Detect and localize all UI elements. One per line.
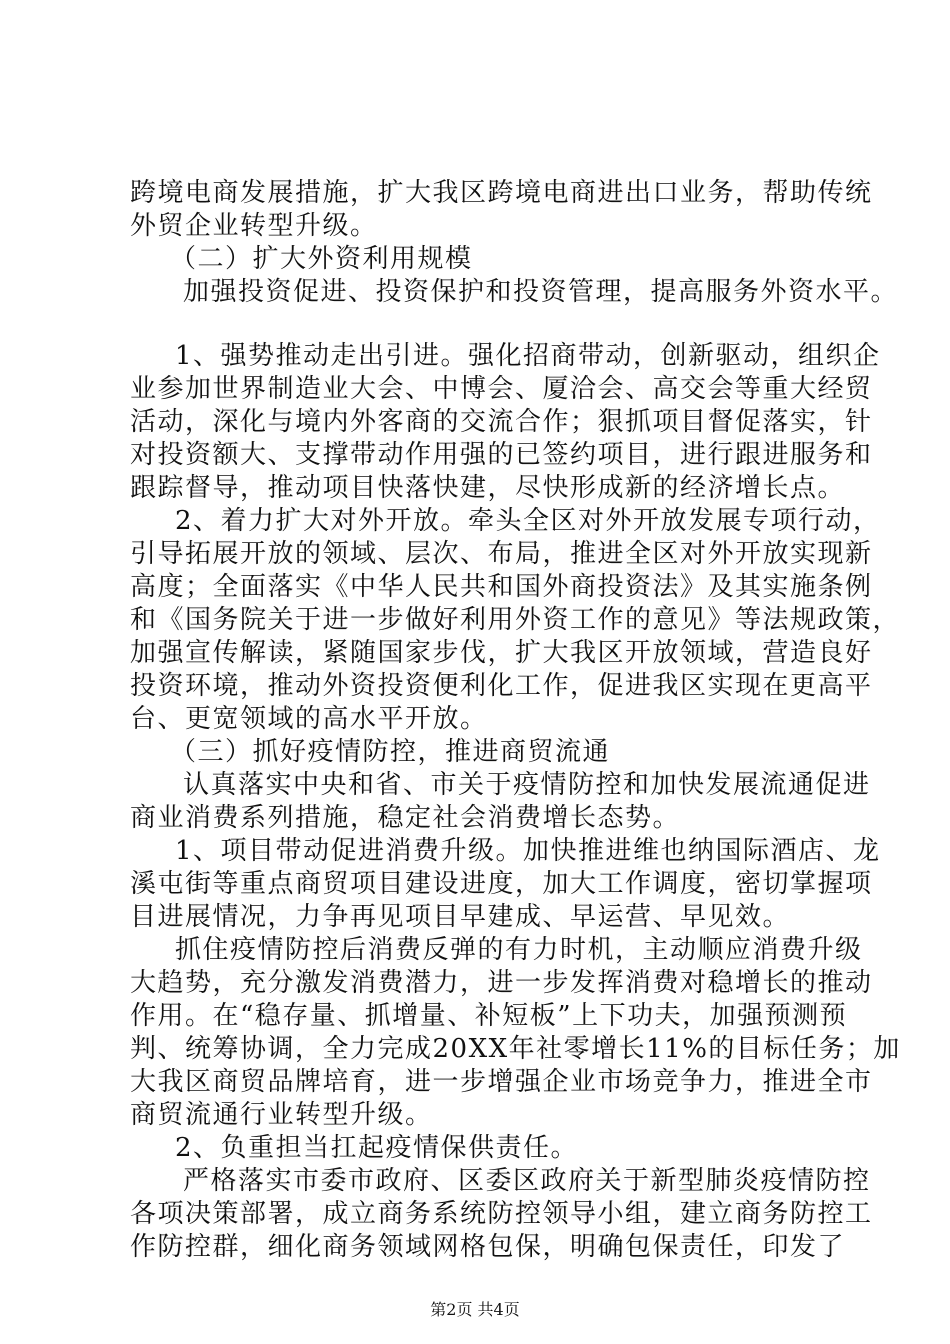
text-line: 大我区商贸品牌培育，进一步增强企业市场竞争力，推进全市 [130,1067,873,1097]
text-line: 严格落实市委市政府、区委区政府关于新型肺炎疫情防控 [183,1166,871,1196]
text-line: 商业消费系列措施，稳定社会消费增长态势。 [130,803,681,833]
section-heading: （三）抓好疫情防控，推进商贸流通 [170,737,611,767]
text-line: 2、着力扩大对外开放。牵头全区对外开放发展专项行动， [175,506,881,536]
text-line: 对投资额大、支撑带动作用强的已签约项目，进行跟进服务和 [130,440,873,470]
text-line: 作用。在“稳存量、抓增量、补短板”上下功夫，加强预测预 [130,1001,848,1031]
text-line: 1、强势推动走出引进。强化招商带动，创新驱动，组织企 [175,341,881,371]
text-line: 认真落实中央和省、市关于疫情防控和加快发展流通促进 [183,770,871,800]
text-line: 抓住疫情防控后消费反弹的有力时机，主动顺应消费升级 [175,935,863,965]
text-line: 作防控群，细化商务领域网格包保，明确包保责任，印发了 [130,1232,846,1262]
text-line: 1、项目带动促进消费升级。加快推进维也纳国际酒店、龙 [175,836,881,866]
text-line: 业参加世界制造业大会、中博会、厦洽会、高交会等重大经贸 [130,374,873,404]
text-line: 和《国务院关于进一步做好利用外资工作的意见》等法规政策， [130,605,901,635]
text-line: 投资环境，推动外资投资便利化工作，促进我区实现在更高平 [130,671,873,701]
text-line: 2、负重担当扛起疫情保供责任。 [175,1133,579,1163]
text-line: 目进展情况，力争再见项目早建成、早运营、早见效。 [130,902,791,932]
page-footer: 第2页 共4页 [430,1300,520,1319]
text-line: 跟踪督导，推动项目快落快建，尽快形成新的经济增长点。 [130,473,846,503]
text-line: 外贸企业转型升级。 [130,211,378,241]
text-line: 各项决策部署，成立商务系统防控领导小组，建立商务防控工 [130,1199,873,1229]
text-line: 高度；全面落实《中华人民共和国外商投资法》及其实施条例 [130,572,873,602]
text-line: 加强投资促进、投资保护和投资管理，提高服务外资水平。 [183,277,899,307]
text-line: 跨境电商发展措施，扩大我区跨境电商进出口业务，帮助传统 [130,178,873,208]
text-line: 大趋势，充分激发消费潜力，进一步发挥消费对稳增长的推动 [130,968,873,998]
text-line: 引导拓展开放的领域、层次、布局，推进全区对外开放实现新 [130,539,873,569]
text-line: 溪屯街等重点商贸项目建设进度，加大工作调度，密切掌握项 [130,869,873,899]
section-heading: （二）扩大外资利用规模 [170,244,473,274]
text-line: 台、更宽领域的高水平开放。 [130,704,488,734]
text-line: 判、统筹协调，全力完成20XX年社零增长11%的目标任务；加 [130,1034,901,1064]
text-line: 活动，深化与境内外客商的交流合作；狠抓项目督促落实，针 [130,407,873,437]
text-line: 商贸流通行业转型升级。 [130,1100,433,1130]
text-line: 加强宣传解读，紧随国家步伐，扩大我区开放领域，营造良好 [130,638,873,668]
